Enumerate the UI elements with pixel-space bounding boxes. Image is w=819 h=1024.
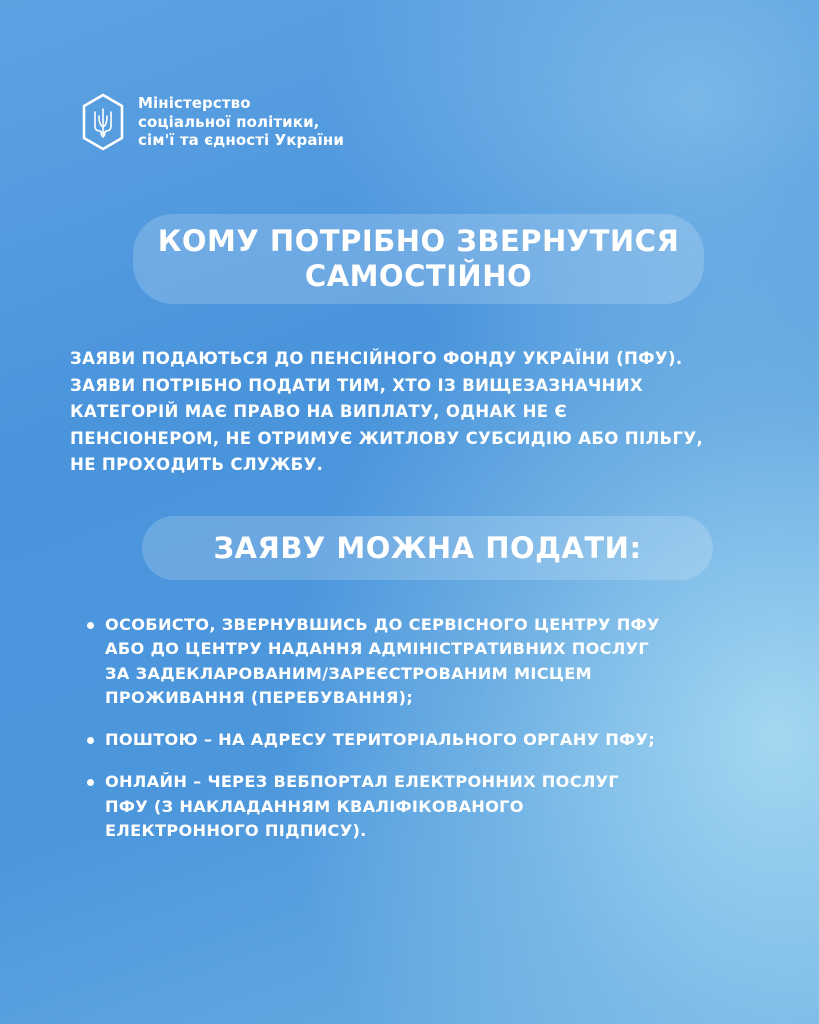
paragraph-line: ЗАЯВИ ПОТРІБНО ПОДАТИ ТИМ, ХТО ІЗ ВИЩЕЗАЗНАЧНИХ <box>70 375 644 395</box>
list-item <box>84 613 784 710</box>
list-item <box>84 728 784 752</box>
list-item-line: ПФУ (З НАКЛАДАННЯМ КВАЛІФІКОВАНОГО <box>105 796 524 816</box>
paragraph-line: НЕ ПРОХОДИТЬ СЛУЖБУ. <box>70 455 324 474</box>
section-heading-how-to-apply <box>142 516 713 580</box>
ministry-name-line: сім'ї та єдності України <box>138 131 344 150</box>
ministry-logo <box>80 92 344 152</box>
list-item-line: ОНЛАЙН – ЧЕРЕЗ ВЕБПОРТАЛ ЕЛЕКТРОННИХ ПОСЛУГ <box>105 772 620 792</box>
bullet-dot-icon <box>87 779 94 786</box>
bullet-dot-icon <box>87 622 94 629</box>
list-item <box>84 770 784 843</box>
list-item-line: ЗА ЗАДЕКЛАРОВАНИМ/ЗАРЕЄСТРОВАНИМ МІСЦЕМ <box>105 663 592 683</box>
list-item-line: ПОШТОЮ – НА АДРЕСУ ТЕРИТОРІАЛЬНОГО ОРГАНУ ПФУ; <box>105 730 656 750</box>
paragraph-line: КАТЕГОРІЙ МАЄ ПРАВО НА ВИПЛАТУ, ОДНАК НЕ Є <box>70 402 567 421</box>
list-item-line: ОСОБИСТО, ЗВЕРНУВШИСЬ ДО СЕРВІСНОГО ЦЕНТРУ ПФУ <box>105 615 660 634</box>
paragraph-line: ЗАЯВИ ПОДАЮТЬСЯ ДО ПЕНСІЙНОГО ФОНДУ УКРАЇНИ (ПФУ). <box>70 349 683 368</box>
trident-hexagon-icon <box>80 92 126 152</box>
heading-line: САМОСТІЙНО <box>304 259 533 293</box>
list-item-line: ЕЛЕКТРОННОГО ПІДПИСУ). <box>105 821 367 841</box>
list-item-line: АБО ДО ЦЕНТРУ НАДАННЯ АДМІНІСТРАТИВНИХ ПОСЛУГ <box>105 639 649 659</box>
ministry-name-line: соціальної політики, <box>138 112 320 131</box>
ministry-name-line: Міністерство <box>138 94 251 113</box>
heading-line: КОМУ ПОТРІБНО ЗВЕРНУТИСЯ <box>157 224 680 258</box>
bullet-dot-icon <box>87 737 94 744</box>
heading-text: ЗАЯВУ МОЖНА ПОДАТИ: <box>213 531 642 565</box>
info-paragraph <box>70 346 770 479</box>
paragraph-line: ПЕНСІОНЕРОМ, НЕ ОТРИМУЄ ЖИТЛОВУ СУБСИДІЮ АБО ПІЛЬГУ, <box>70 428 704 448</box>
application-methods-list <box>84 613 784 861</box>
section-heading-who-should-apply <box>133 214 704 304</box>
list-item-line: ПРОЖИВАННЯ (ПЕРЕБУВАННЯ); <box>105 687 414 707</box>
ministry-name <box>138 94 344 150</box>
